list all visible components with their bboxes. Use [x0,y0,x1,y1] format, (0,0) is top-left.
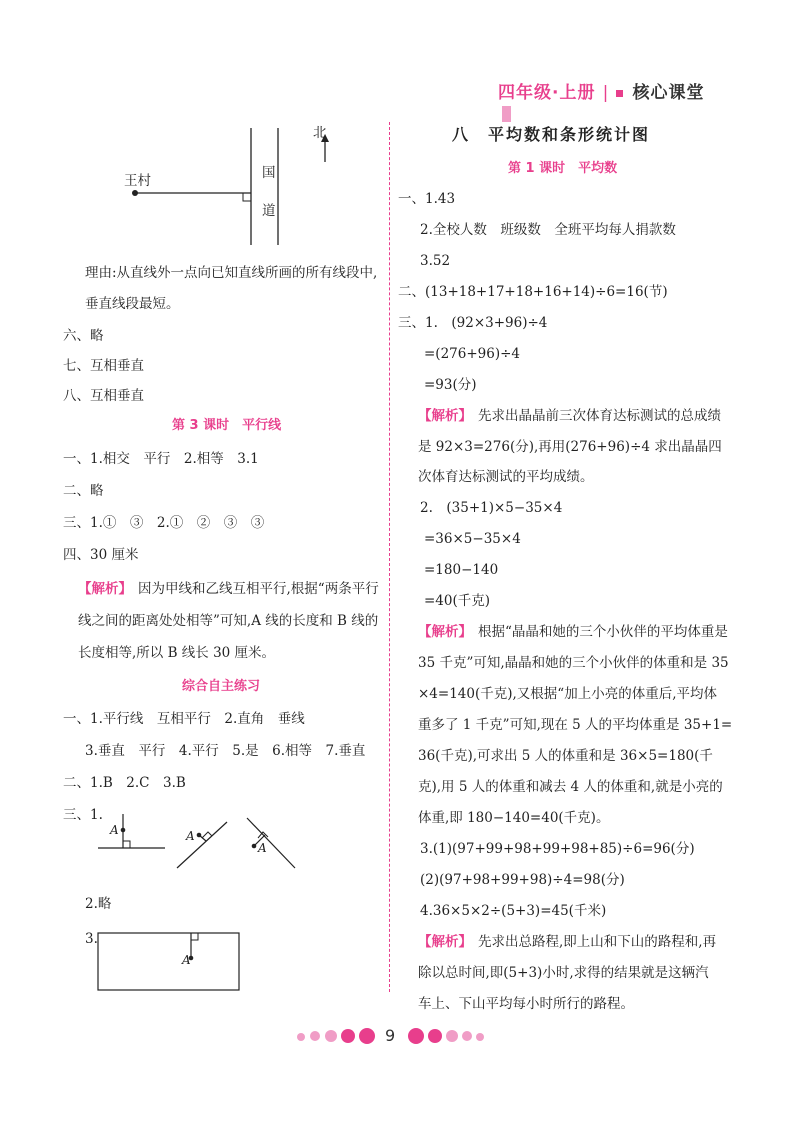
average-explanation-2a [418,623,728,641]
practice-answer-1: 一、1.平行线 互相平行 2.直角 垂线 [63,711,305,727]
north-label: 北 [313,125,327,141]
average-explanation-2f: 克),用 5 人的体重和减去 4 人的体重和,就是小亮的 [418,779,723,795]
explanation-text: 根据“晶晶和她的三个小伙伴的平均体重是 [478,624,728,640]
practice-answer-5: 2.略 [85,896,112,912]
explanation-text: 先求出总路程,即上山和下山的路程和,再 [478,934,717,950]
average-explanation-2e: 36(千克),可求出 5 人的体重和是 36×5=180(千 [418,748,713,764]
average-answer-3: 3.52 [420,253,451,269]
perpendicular-diagrams [95,808,305,876]
dot-decoration [341,1029,355,1043]
parallel-answer-4: 四、30 厘米 [63,547,139,563]
average-answer-c3: 4.36×5×2÷(5+3)=45(千米) [420,903,607,919]
road-label-2: 道 [262,203,276,219]
answer-8: 八、互相垂直 [63,388,144,404]
average-answer-5: 三、1. (92×3+96)÷4 [398,315,548,331]
road-label-1: 国 [262,165,276,181]
header-tab-icon [502,106,511,122]
average-explanation-2c: ×4=140(千克),又根据“加上小亮的体重后,平均体 [418,686,717,702]
point-label-a3: A [258,841,267,855]
explanation-label: 【解析】 [418,934,472,950]
average-explanation-2d: 重多了 1 千克”可知,现在 5 人的平均体重是 35+1= [418,717,733,733]
practice-answer-4: 三、1. [63,807,103,823]
parallel-answer-2: 二、略 [63,483,104,499]
parallel-explanation-3: 长度相等,所以 B 线长 30 厘米。 [78,645,276,661]
practice-answer-6: 3. [85,931,98,947]
explanation-text: 先求出晶晶前三次体育达标测试的总成绩 [478,408,721,424]
dot-decoration [428,1029,442,1043]
average-answer-4: 二、(13+18+17+18+16+14)÷6=16(节) [398,284,668,300]
section-title-average: 第 1 课时 平均数 [508,161,618,176]
average-explanation-3c: 车上、下山平均每小时所行的路程。 [418,996,634,1012]
average-explanation-1a [418,407,721,425]
average-explanation-3a [418,933,716,951]
practice-answer-2: 3.垂直 平行 4.平行 5.是 6.相等 7.垂直 [85,743,366,759]
village-label: 王村 [124,173,151,189]
average-answer-c2: (2)(97+98+99+98)÷4=98(分) [420,872,625,888]
dot-decoration [359,1028,375,1044]
parallel-explanation-1 [78,580,379,598]
header-square-icon [616,90,623,97]
dot-decoration [325,1030,337,1042]
average-answer-1: 一、1.43 [398,191,456,207]
parallel-answer-1: 一、1.相交 平行 2.相等 3.1 [63,451,259,467]
practice-answer-3: 二、1.B 2.C 3.B [63,775,186,791]
average-explanation-1c: 次体育达标测试的平均成绩。 [418,469,594,485]
dot-decoration [408,1028,424,1044]
answer-7: 七、互相垂直 [63,358,144,374]
explanation-label: 【解析】 [418,408,472,424]
average-answer-7: =93(分) [424,377,477,393]
dot-decoration [297,1033,305,1041]
page-number: 9 [385,1026,396,1045]
average-answer-b2: =36×5−35×4 [424,531,521,547]
average-explanation-1b: 是 92×3=276(分),再用(276+96)÷4 求出晶晶四 [418,439,722,455]
average-explanation-2g: 体重,即 180−140=40(千克)。 [418,810,610,826]
explanation-text: 因为甲线和乙线互相平行,根据“两条平行 [138,581,379,597]
average-answer-b3: =180−140 [424,562,499,578]
average-answer-c1: 3.(1)(97+99+98+99+98+85)÷6=96(分) [420,841,695,857]
header-title: 四年级·上册 [498,83,596,103]
point-label-a1: A [110,823,119,837]
parallel-answer-3: 三、1.① ③ 2.① ② ③ ③ [63,515,265,531]
average-answer-6: =(276+96)÷4 [424,346,521,362]
section-title-practice: 综合自主练习 [182,679,261,694]
point-label-a2: A [186,829,195,843]
reason-line-1: 理由:从直线外一点向已知直线所画的所有线段中, [85,265,378,281]
average-answer-2: 2.全校人数 班级数 全班平均每人捐款数 [420,222,676,238]
answer-6: 六、略 [63,328,104,344]
dot-decoration [310,1031,320,1041]
page-header [498,78,718,102]
section-title-parallel: 第 3 课时 平行线 [172,418,282,433]
explanation-label: 【解析】 [78,581,132,597]
explanation-label: 【解析】 [418,624,472,640]
point-label-a4: A [182,953,191,967]
average-explanation-3b: 除以总时间,即(5+3)小时,求得的结果就是这辆汽 [418,965,709,981]
column-divider [389,122,390,992]
header-subtitle: 核心课堂 [632,83,705,103]
chapter-title: 八 平均数和条形统计图 [452,125,651,144]
dot-decoration [476,1033,484,1041]
dot-decoration [462,1031,472,1041]
reason-line-2: 垂直线段最短。 [85,296,180,312]
header-separator: | [602,83,610,103]
rectangle-diagram [95,930,245,994]
average-explanation-2b: 35 千克”可知,晶晶和她的三个小伙伴的体重和是 35 [418,655,729,671]
average-answer-b1: 2. (35+1)×5−35×4 [420,500,563,516]
parallel-explanation-2: 线之间的距离处处相等”可知,A 线的长度和 B 线的 [78,613,379,629]
dot-decoration [446,1030,458,1042]
average-answer-b4: =40(千克) [424,593,491,609]
